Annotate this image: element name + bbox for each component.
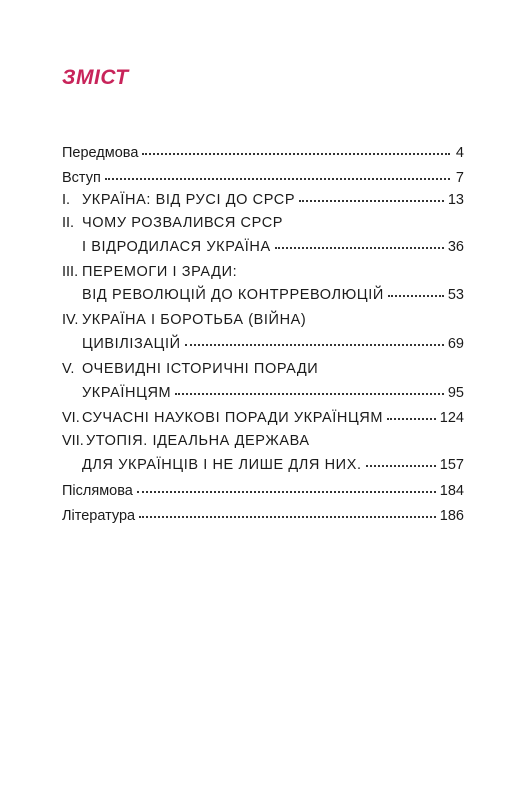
toc-leader-dots bbox=[185, 343, 444, 346]
toc-entry bbox=[62, 262, 464, 282]
toc-leader-dots bbox=[175, 392, 444, 395]
toc-entry-title: ВІД РЕВОЛЮЦІЙ ДО КОНТРРЕВОЛЮЦІЙ bbox=[82, 287, 384, 303]
toc-entry bbox=[62, 334, 464, 354]
toc-entry bbox=[62, 506, 464, 526]
toc-entry-title: Вступ bbox=[62, 170, 101, 186]
toc-leader-dots bbox=[275, 246, 444, 249]
toc-entry-page: 13 bbox=[447, 192, 464, 208]
toc-entry bbox=[62, 213, 464, 233]
toc-leader-dots bbox=[299, 199, 444, 202]
toc-leader-dots bbox=[137, 490, 436, 493]
toc-entry bbox=[62, 359, 464, 379]
toc-entry-page: 184 bbox=[439, 483, 464, 499]
toc-entry bbox=[62, 310, 464, 330]
toc-leader-dots bbox=[139, 515, 436, 518]
toc-entry-number: IV. bbox=[62, 312, 79, 328]
toc-entry-number: II. bbox=[62, 215, 75, 231]
toc-entry-title: ОЧЕВИДНІ ІСТОРИЧНІ ПОРАДИ bbox=[82, 361, 319, 377]
toc-entry-title: ЦИВІЛІЗАЦІЙ bbox=[82, 336, 181, 352]
toc-entry-page: 53 bbox=[447, 287, 464, 303]
toc-entry-number: VI. bbox=[62, 410, 80, 426]
toc-entry-title: УКРАЇНА І БОРОТЬБА (ВІЙНА) bbox=[82, 312, 307, 328]
toc-leader-dots bbox=[387, 417, 436, 420]
toc-entry-title: УКРАЇНЦЯМ bbox=[82, 385, 172, 401]
toc-entry-page: 95 bbox=[447, 385, 464, 401]
toc-entry-title: ДЛЯ УКРАЇНЦІВ І НЕ ЛИШЕ ДЛЯ НИХ. bbox=[82, 457, 362, 473]
toc-entry bbox=[62, 168, 464, 188]
toc-entry-page: 186 bbox=[439, 508, 464, 524]
toc-entry-title: Передмова bbox=[62, 145, 139, 161]
toc-entry-number: III. bbox=[62, 264, 79, 280]
toc-entry bbox=[62, 455, 464, 475]
toc-entry-title: Післямова bbox=[62, 483, 133, 499]
toc-entry-title: СУЧАСНІ НАУКОВІ ПОРАДИ УКРАЇНЦЯМ bbox=[82, 410, 384, 426]
toc-entry-page: 7 bbox=[455, 170, 464, 186]
toc-entry-title: І ВІДРОДИЛАСЯ УКРАЇНА bbox=[82, 239, 271, 255]
toc-entry-title: УКРАЇНА: ВІД РУСІ ДО СРСР bbox=[82, 192, 296, 208]
toc-entry bbox=[62, 285, 464, 305]
toc-entry-page: 4 bbox=[455, 145, 464, 161]
toc-entry-page: 69 bbox=[447, 336, 464, 352]
toc-entry bbox=[62, 431, 464, 451]
toc-entry bbox=[62, 143, 464, 163]
toc-leader-dots bbox=[366, 464, 436, 467]
toc-entry-title: ЧОМУ РОЗВАЛИВСЯ СРСР bbox=[82, 215, 284, 231]
toc-entry-number: I. bbox=[62, 192, 71, 208]
toc-leader-dots bbox=[388, 294, 444, 297]
toc-entry bbox=[62, 190, 464, 210]
toc-entry bbox=[62, 481, 464, 501]
toc-entry bbox=[62, 237, 464, 257]
toc-entry-title: ПЕРЕМОГИ І ЗРАДИ: bbox=[82, 264, 238, 280]
toc-entry-title: УТОПІЯ. ІДЕАЛЬНА ДЕРЖАВА bbox=[86, 433, 310, 449]
toc-entry-page: 124 bbox=[439, 410, 464, 426]
toc-entry-page: 157 bbox=[439, 457, 464, 473]
toc-entry-number: VII. bbox=[62, 433, 84, 449]
toc-entry-number: V. bbox=[62, 361, 75, 377]
toc-leader-dots bbox=[142, 152, 450, 155]
toc-entry bbox=[62, 408, 464, 428]
toc-entry-page: 36 bbox=[447, 239, 464, 255]
toc-entry bbox=[62, 383, 464, 403]
page-title: ЗМІСТ bbox=[62, 66, 129, 89]
toc-leader-dots bbox=[105, 177, 450, 180]
toc-entry-title: Література bbox=[62, 508, 136, 524]
